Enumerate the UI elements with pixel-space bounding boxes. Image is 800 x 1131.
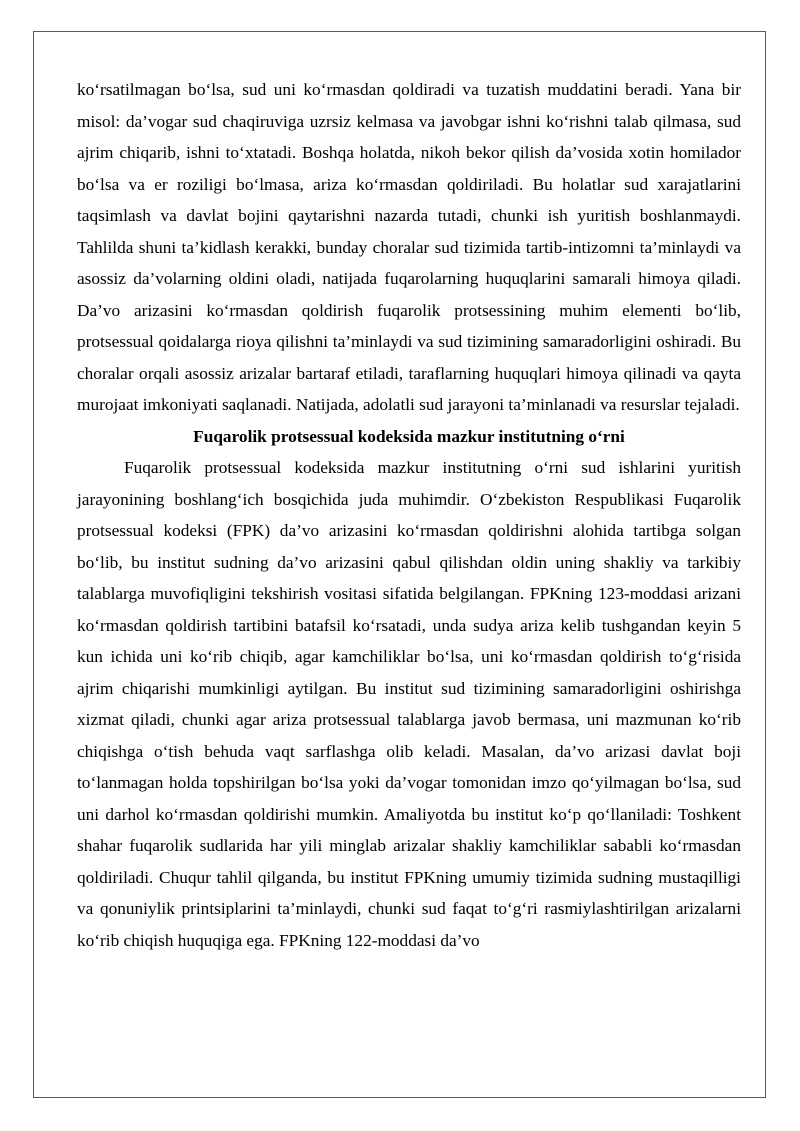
body-paragraph-1: ko‘rsatilmagan bo‘lsa, sud uni ko‘rmasdan qoldiradi va tuzatish muddatini beradi. Yana bir misol: da’vogar sud chaqiruviga uzrsiz kelmasa va javobgar ishni ko‘rishni talab qilmasa, sud ajrim chiqarib, ishni to‘xtatadi. Boshqa holatda, nikoh bekor qilish da’vosida xotin homilador bo‘lsa va er roziligi bo‘lmasa, ariza ko‘rmasdan qoldiriladi. Bu holatlar sud xarajatlarini taqsimlash va davlat bojini qaytarishni nazarda tutadi, chunki ish yuritish boshlanmaydi. Tahlilda shuni ta’kidlash kerakki, bunday choralar sud tizimida tartib-intizomni ta’minlaydi va asossiz da’volarning oldini oladi, natijada fuqarolarning huquqlarini samarali himoya qiladi. Da’vo arizasini ko‘rmasdan qoldirish fuqarolik protsessining muhim elementi bo‘lib, protsessual qoidalarga rioya qilishni ta’minlaydi va sud tizimining samaradorligini oshiradi. Bu choralar orqali asossiz arizalar bartaraf etiladi, taraflarning huquqlari himoya qilinadi va qayta murojaat imkoniyati saqlanadi. Natijada, adolatli sud jarayoni ta’minlanadi va resurslar tejaladi. <box>77 80 741 414</box>
section-heading: Fuqarolik protsessual kodeksida mazkur institutning o‘rni <box>193 426 625 446</box>
body-paragraph-2: Fuqarolik protsessual kodeksida mazkur institutning o‘rni sud ishlarini yuritish jarayonining boshlang‘ich bosqichida juda muhimdir. O‘zbekiston Respublikasi Fuqarolik protsessual kodeksi (FPK) da’vo arizasini ko‘rmasdan qoldirishni alohida tartibga solgan bo‘lib, bu institut sudning da’vo arizasini qabul qilishdan oldin uning shakliy va tarkibiy talablarga muvofiqligini tekshirish vositasi sifatida belgilangan. FPKning 123-moddasi arizani ko‘rmasdan qoldirish tartibini batafsil ko‘rsatadi, unda sudya ariza kelib tushgandan keyin 5 kun ichida uni ko‘rib chiqib, agar kamchiliklar bo‘lsa, uni ko‘rmasdan qoldirish to‘g‘risida ajrim chiqarishi mumkinligi aytilgan. Bu institut sud tizimining samaradorligini oshirishga xizmat qiladi, chunki agar ariza protsessual talablarga javob bermasa, uni mazmunan ko‘rib chiqishga o‘tish behuda vaqt sarflashga olib keladi. Masalan, da’vo arizasi davlat boji to‘lanmagan holda topshirilgan bo‘lsa yoki da’vogar tomonidan imzo qo‘yilmagan bo‘lsa, sud uni darhol ko‘rmasdan qoldirishi mumkin. Amaliyotda bu institut ko‘p qo‘llaniladi: Toshkent shahar fuqarolik sudlarida har yili minglab arizalar shakliy kamchiliklar sababli ko‘rmasdan qoldiriladi. Chuqur tahlil qilganda, bu institut FPKning umumiy tizimida sudning mustaqilligi va qonuniylik printsiplarini ta’minlaydi, chunki sud faqat to‘g‘ri rasmiylashtirilgan arizalarni ko‘rib chiqish huquqiga ega. FPKning 122-moddasi da’vo <box>77 458 741 950</box>
document-body <box>77 74 741 956</box>
